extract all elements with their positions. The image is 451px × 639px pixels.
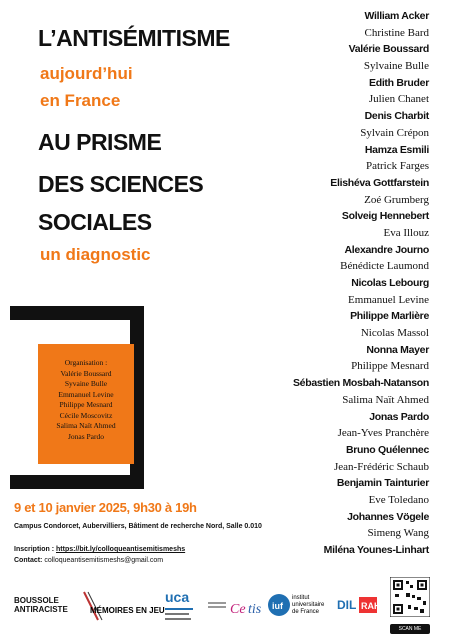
organisation-member: Jonas Pardo	[67, 431, 105, 441]
qr-code[interactable]	[390, 577, 430, 617]
event-date: 9 et 10 janvier 2025, 9h30 à 19h	[14, 500, 197, 515]
dilcrah-mark	[335, 593, 381, 623]
speaker-name: Elishéva Gottfarstein	[330, 176, 429, 189]
speaker-name: Patrick Farges	[365, 160, 429, 173]
speaker-name: Hamza Esmili	[364, 143, 429, 156]
dilcrah-logo	[335, 593, 381, 623]
speaker-name: Alexandre Journo	[344, 243, 429, 256]
title-line-4: SOCIALES	[38, 209, 152, 235]
speaker-name: Nonna Mayer	[366, 343, 429, 356]
boussole-line-1: BOUSSOLE	[14, 596, 59, 605]
speaker-name: Denis Charbit	[364, 110, 429, 123]
organisation-member: Emmanuel Levine	[58, 389, 114, 399]
speaker-name: Benjamin Tainturier	[336, 477, 429, 490]
subtitle-diagnostic: un diagnostic	[40, 245, 151, 264]
speaker-name: Edith Bruder	[369, 76, 429, 89]
contact-email[interactable]: colloqueantisemitismeshs@gmail.com	[44, 557, 164, 564]
svg-text:Ce: Ce	[230, 602, 246, 617]
speaker-name: Solveig Hennebert	[341, 210, 429, 223]
qr-code-block[interactable]	[390, 577, 430, 633]
organisation-box	[38, 344, 134, 464]
speaker-list	[249, 8, 429, 559]
speaker-name: Jean-Frédéric Schaub	[334, 460, 429, 473]
qr-scan-text: SCAN ME	[398, 626, 422, 632]
speaker-name: Emmanuel Levine	[348, 293, 429, 306]
speaker-name: Nicolas Massol	[360, 327, 429, 340]
institut-universitaire-de-france-logo	[268, 593, 330, 621]
organisation-heading: Organisation :	[64, 358, 108, 367]
speaker-name: Jean-Yves Pranchère	[337, 427, 429, 440]
boussole-antiraciste-logo	[14, 596, 68, 614]
boussole-line-2: ANTIRACISTE	[14, 605, 68, 614]
speaker-name: Jonas Pardo	[369, 410, 429, 423]
speaker-name: Philippe Marlière	[350, 310, 429, 323]
speaker-name: Nicolas Lebourg	[351, 277, 429, 289]
iuf-text: institut universitaire de France	[292, 595, 325, 615]
event-venue: Campus Condorcet, Aubervilliers, Bâtiment de recherche Nord, Salle 0.010	[14, 523, 262, 530]
speaker-name: Valérie Boussard	[348, 43, 429, 56]
contact-line	[14, 557, 163, 564]
qr-scan-label	[390, 624, 430, 634]
title-line-1: L’ANTISÉMITISME	[38, 25, 230, 51]
speaker-name: Bénédicte Laumond	[340, 260, 429, 273]
cetis-mark	[208, 596, 268, 620]
inscription-line	[14, 546, 185, 553]
organisation-member: Philippe Mesnard	[59, 400, 113, 409]
cetis-logo	[208, 596, 268, 620]
speaker-name: Christine Bard	[364, 26, 429, 39]
title-line-2: AU PRISME	[38, 129, 162, 155]
speaker-name: Eve Toledano	[368, 493, 429, 506]
speaker-name: Miléna Younes-Linhart	[323, 544, 429, 556]
subtitle-en-france: en France	[40, 91, 121, 110]
speaker-name: Zoé Grumberg	[364, 193, 429, 206]
organisation-member: Syvaine Bulle	[64, 379, 108, 388]
inscription-link[interactable]: https://bit.ly/colloqueantisemitismeshs	[56, 546, 186, 553]
speaker-name: Sylvain Crépon	[360, 126, 429, 139]
contact-label: Contact:	[14, 557, 45, 564]
inscription-label: Inscription :	[14, 546, 56, 553]
speaker-name: Johannes Vögele	[347, 510, 429, 523]
speaker-name: Philippe Mesnard	[351, 360, 429, 373]
organisation-member: Valérie Boussard	[60, 368, 112, 378]
svg-text:iuf: iuf	[272, 601, 283, 611]
title-line-3: DES SCIENCES	[38, 171, 204, 197]
organisation-member: Cécile Moscovitz	[59, 410, 113, 420]
speaker-name: Julien Chanet	[368, 93, 429, 106]
svg-text:RAH: RAH	[361, 601, 381, 611]
iuf-mark	[268, 593, 290, 617]
universite-clermont-auvergne-logo	[163, 588, 199, 626]
speaker-name: William Acker	[364, 10, 429, 22]
speaker-name: Simeng Wang	[367, 527, 429, 540]
memoires-en-jeu-logo	[82, 590, 165, 624]
memoires-en-jeu-text: MÉMOIRES EN JEU	[90, 606, 165, 615]
organisation-member: Salima Naït Ahmed	[56, 421, 116, 430]
svg-text:tis: tis	[248, 602, 262, 617]
speaker-name: Bruno Quélennec	[345, 443, 429, 456]
speaker-name: Salima Naït Ahmed	[342, 393, 429, 406]
speaker-name: Eva Illouz	[383, 226, 429, 239]
subtitle-aujourdhui: aujourd’hui	[40, 64, 133, 83]
svg-text:uca: uca	[165, 589, 190, 605]
svg-text:DIL: DIL	[337, 598, 357, 612]
speaker-name: Sylvaine Bulle	[363, 60, 429, 73]
speaker-name: Sébastien Mosbah-Natanson	[292, 377, 429, 390]
uca-mark	[163, 588, 199, 626]
